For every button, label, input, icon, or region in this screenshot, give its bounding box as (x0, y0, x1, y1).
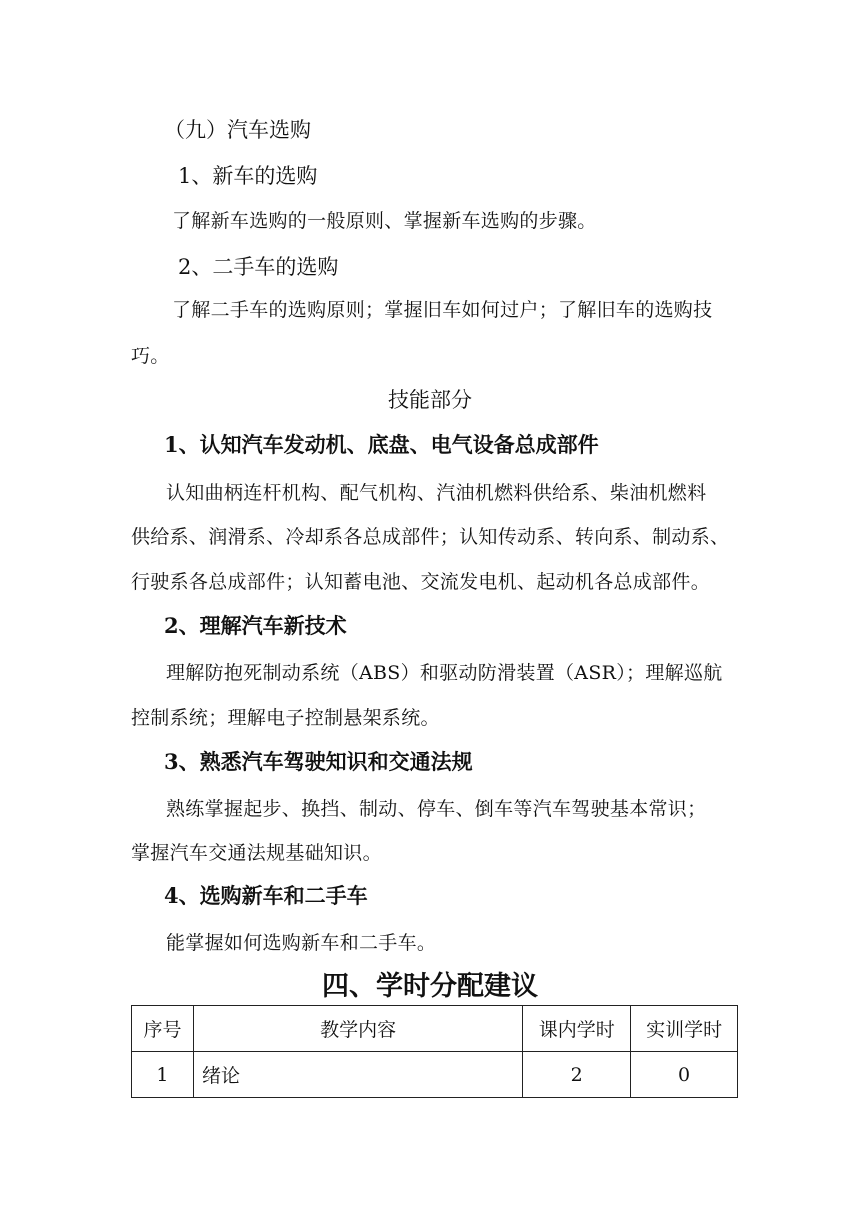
skill4-line1: 能掌握如何选购新车和二手车。 (166, 932, 437, 954)
row-practice-hours-cell: 0 (631, 1052, 738, 1098)
new-car-text: 了解新车选购的一般原则、掌握新车选购的步骤。 (172, 210, 597, 232)
used-car-text-1: 了解二手车的选购原则；掌握旧车如何过户；了解旧车的选购技 (172, 299, 713, 321)
used-car-text-2: 巧。 (131, 345, 170, 367)
skill1-title: 1、认知汽车发动机、底盘、电气设备总成部件 (164, 432, 599, 457)
skill3-title: 3、熟悉汽车驾驶知识和交通法规 (164, 749, 473, 774)
skills-heading: 技能部分 (388, 388, 472, 412)
col-header-practice-hours: 实训学时 (631, 1006, 738, 1052)
skill3-line2: 掌握汽车交通法规基础知识。 (131, 842, 382, 864)
col-header-content: 教学内容 (193, 1006, 522, 1052)
section9-heading: （九）汽车选购 (164, 118, 311, 142)
row-content-cell: 绪论 (193, 1052, 522, 1098)
col-header-index: 序号 (132, 1006, 194, 1052)
allocation-heading: 四、学时分配建议 (322, 971, 538, 1002)
new-car-title: 1、新车的选购 (178, 164, 318, 188)
table-row (132, 1052, 738, 1098)
skill1-line2: 供给系、润滑系、冷却系各总成部件；认知传动系、转向系、制动系、 (131, 526, 730, 548)
skill2-line1: 理解防抱死制动系统（ABS）和驱动防滑装置（ASR）；理解巡航 (166, 662, 723, 684)
allocation-table (131, 1005, 738, 1098)
skill1-line3: 行驶系各总成部件；认知蓄电池、交流发电机、起动机各总成部件。 (131, 571, 711, 593)
col-header-class-hours: 课内学时 (523, 1006, 631, 1052)
skill3-line1: 熟练掌握起步、换挡、制动、停车、倒车等汽车驾驶基本常识； (166, 798, 707, 820)
used-car-title: 2、二手车的选购 (178, 255, 339, 279)
skill4-title: 4、选购新车和二手车 (164, 883, 368, 908)
row-index-cell: 1 (132, 1052, 194, 1098)
row-class-hours-cell: 2 (523, 1052, 631, 1098)
table-header-row (132, 1006, 738, 1052)
skill1-line1: 认知曲柄连杆机构、配气机构、汽油机燃料供给系、柴油机燃料 (166, 482, 707, 504)
skill2-title: 2、理解汽车新技术 (164, 613, 347, 638)
skill2-line2: 控制系统；理解电子控制悬架系统。 (131, 707, 440, 729)
